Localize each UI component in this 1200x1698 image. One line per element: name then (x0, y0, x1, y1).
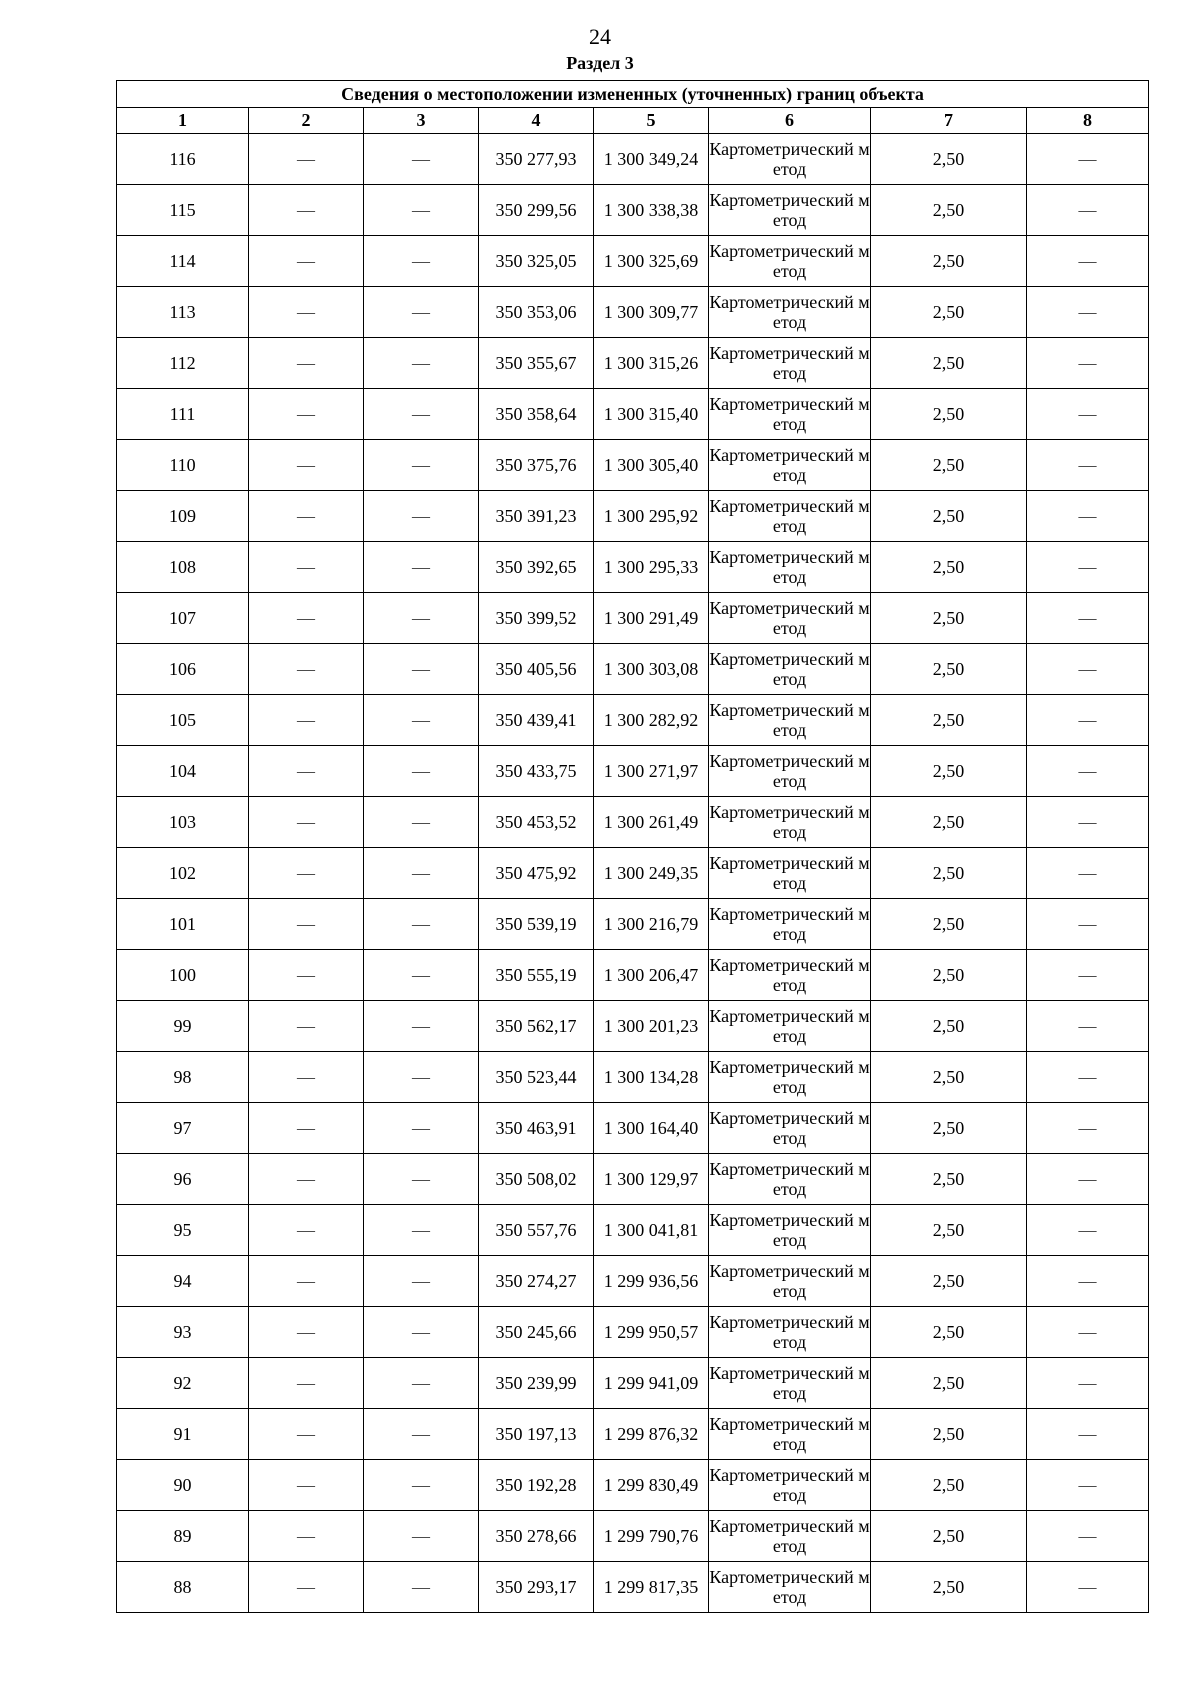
precision-cell: 2,50 (871, 1409, 1027, 1460)
dash-cell: — (249, 1460, 364, 1511)
method-cell: Картометрический метод (709, 797, 871, 848)
dash-cell: — (1027, 1205, 1149, 1256)
point-number-cell: 114 (117, 236, 249, 287)
table-row (117, 287, 1149, 338)
dash-cell: — (249, 899, 364, 950)
precision-cell: 2,50 (871, 1205, 1027, 1256)
precision-cell: 2,50 (871, 1103, 1027, 1154)
precision-cell: 2,50 (871, 1307, 1027, 1358)
precision-cell: 2,50 (871, 389, 1027, 440)
point-number-cell: 102 (117, 848, 249, 899)
table-row (117, 1205, 1149, 1256)
method-cell: Картометрический метод (709, 1409, 871, 1460)
precision-cell: 2,50 (871, 746, 1027, 797)
dash-cell: — (364, 1562, 479, 1613)
precision-cell: 2,50 (871, 593, 1027, 644)
x-coordinate-cell: 350 523,44 (479, 1052, 594, 1103)
dash-cell: — (364, 389, 479, 440)
dash-cell: — (249, 1358, 364, 1409)
y-coordinate-cell: 1 300 216,79 (594, 899, 709, 950)
point-number-cell: 110 (117, 440, 249, 491)
precision-cell: 2,50 (871, 797, 1027, 848)
dash-cell: — (364, 1001, 479, 1052)
dash-cell: — (364, 1256, 479, 1307)
x-coordinate-cell: 350 192,28 (479, 1460, 594, 1511)
precision-cell: 2,50 (871, 950, 1027, 1001)
method-cell: Картометрический метод (709, 1358, 871, 1409)
y-coordinate-cell: 1 300 041,81 (594, 1205, 709, 1256)
x-coordinate-cell: 350 557,76 (479, 1205, 594, 1256)
point-number-cell: 101 (117, 899, 249, 950)
point-number-cell: 96 (117, 1154, 249, 1205)
method-cell: Картометрический метод (709, 185, 871, 236)
dash-cell: — (364, 950, 479, 1001)
method-cell: Картометрический метод (709, 1256, 871, 1307)
dash-cell: — (1027, 1103, 1149, 1154)
section-title: Раздел 3 (566, 53, 634, 73)
precision-cell: 2,50 (871, 695, 1027, 746)
dash-cell: — (364, 797, 479, 848)
point-number-cell: 93 (117, 1307, 249, 1358)
precision-cell: 2,50 (871, 287, 1027, 338)
dash-cell: — (249, 593, 364, 644)
dash-cell: — (249, 1001, 364, 1052)
x-coordinate-cell: 350 325,05 (479, 236, 594, 287)
y-coordinate-cell: 1 300 201,23 (594, 1001, 709, 1052)
dash-cell: — (364, 185, 479, 236)
table-row (117, 950, 1149, 1001)
y-coordinate-cell: 1 300 291,49 (594, 593, 709, 644)
table-row (117, 1307, 1149, 1358)
precision-cell: 2,50 (871, 1154, 1027, 1205)
dash-cell: — (249, 1052, 364, 1103)
x-coordinate-cell: 350 278,66 (479, 1511, 594, 1562)
table-row (117, 1001, 1149, 1052)
dash-cell: — (364, 287, 479, 338)
x-coordinate-cell: 350 355,67 (479, 338, 594, 389)
table-row (117, 1154, 1149, 1205)
y-coordinate-cell: 1 300 309,77 (594, 287, 709, 338)
dash-cell: — (364, 899, 479, 950)
y-coordinate-cell: 1 300 303,08 (594, 644, 709, 695)
point-number-cell: 97 (117, 1103, 249, 1154)
column-header-row (117, 108, 1149, 134)
column-header: 4 (479, 108, 594, 134)
y-coordinate-cell: 1 300 261,49 (594, 797, 709, 848)
y-coordinate-cell: 1 299 876,32 (594, 1409, 709, 1460)
dash-cell: — (364, 848, 479, 899)
precision-cell: 2,50 (871, 491, 1027, 542)
dash-cell: — (364, 1460, 479, 1511)
dash-cell: — (1027, 1154, 1149, 1205)
precision-cell: 2,50 (871, 848, 1027, 899)
precision-cell: 2,50 (871, 185, 1027, 236)
dash-cell: — (1027, 1460, 1149, 1511)
dash-cell: — (1027, 593, 1149, 644)
y-coordinate-cell: 1 300 295,33 (594, 542, 709, 593)
dash-cell: — (1027, 746, 1149, 797)
table-row (117, 1358, 1149, 1409)
method-cell: Картометрический метод (709, 899, 871, 950)
table-row (117, 695, 1149, 746)
y-coordinate-cell: 1 300 295,92 (594, 491, 709, 542)
y-coordinate-cell: 1 300 349,24 (594, 134, 709, 185)
precision-cell: 2,50 (871, 134, 1027, 185)
x-coordinate-cell: 350 463,91 (479, 1103, 594, 1154)
table-row (117, 593, 1149, 644)
table-row (117, 848, 1149, 899)
table-row (117, 899, 1149, 950)
method-cell: Картометрический метод (709, 848, 871, 899)
dash-cell: — (1027, 185, 1149, 236)
dash-cell: — (364, 1154, 479, 1205)
x-coordinate-cell: 350 392,65 (479, 542, 594, 593)
y-coordinate-cell: 1 300 164,40 (594, 1103, 709, 1154)
dash-cell: — (1027, 644, 1149, 695)
dash-cell: — (364, 134, 479, 185)
point-number-cell: 91 (117, 1409, 249, 1460)
page-number: 24 (589, 24, 611, 49)
dash-cell: — (249, 185, 364, 236)
point-number-cell: 107 (117, 593, 249, 644)
table-row (117, 797, 1149, 848)
method-cell: Картометрический метод (709, 1511, 871, 1562)
precision-cell: 2,50 (871, 1256, 1027, 1307)
table-row (117, 542, 1149, 593)
x-coordinate-cell: 350 239,99 (479, 1358, 594, 1409)
y-coordinate-cell: 1 299 817,35 (594, 1562, 709, 1613)
x-coordinate-cell: 350 293,17 (479, 1562, 594, 1613)
method-cell: Картометрический метод (709, 1103, 871, 1154)
table-row (117, 389, 1149, 440)
dash-cell: — (249, 236, 364, 287)
method-cell: Картометрический метод (709, 389, 871, 440)
y-coordinate-cell: 1 300 249,35 (594, 848, 709, 899)
dash-cell: — (364, 1358, 479, 1409)
table-row (117, 644, 1149, 695)
x-coordinate-cell: 350 453,52 (479, 797, 594, 848)
point-number-cell: 109 (117, 491, 249, 542)
dash-cell: — (249, 1511, 364, 1562)
point-number-cell: 100 (117, 950, 249, 1001)
x-coordinate-cell: 350 562,17 (479, 1001, 594, 1052)
dash-cell: — (249, 1409, 364, 1460)
x-coordinate-cell: 350 245,66 (479, 1307, 594, 1358)
dash-cell: — (364, 440, 479, 491)
y-coordinate-cell: 1 300 206,47 (594, 950, 709, 1001)
dash-cell: — (249, 389, 364, 440)
precision-cell: 2,50 (871, 338, 1027, 389)
method-cell: Картометрический метод (709, 1562, 871, 1613)
method-cell: Картометрический метод (709, 593, 871, 644)
x-coordinate-cell: 350 197,13 (479, 1409, 594, 1460)
point-number-cell: 113 (117, 287, 249, 338)
table-caption-row (117, 81, 1149, 108)
y-coordinate-cell: 1 300 129,97 (594, 1154, 709, 1205)
dash-cell: — (1027, 950, 1149, 1001)
column-header: 2 (249, 108, 364, 134)
point-number-cell: 88 (117, 1562, 249, 1613)
point-number-cell: 106 (117, 644, 249, 695)
dash-cell: — (364, 1511, 479, 1562)
y-coordinate-cell: 1 300 305,40 (594, 440, 709, 491)
y-coordinate-cell: 1 300 271,97 (594, 746, 709, 797)
table-row (117, 491, 1149, 542)
point-number-cell: 111 (117, 389, 249, 440)
point-number-cell: 115 (117, 185, 249, 236)
method-cell: Картометрический метод (709, 1154, 871, 1205)
precision-cell: 2,50 (871, 236, 1027, 287)
dash-cell: — (1027, 1511, 1149, 1562)
dash-cell: — (1027, 236, 1149, 287)
dash-cell: — (364, 746, 479, 797)
x-coordinate-cell: 350 274,27 (479, 1256, 594, 1307)
column-header: 5 (594, 108, 709, 134)
dash-cell: — (249, 1154, 364, 1205)
x-coordinate-cell: 350 277,93 (479, 134, 594, 185)
method-cell: Картометрический метод (709, 1001, 871, 1052)
y-coordinate-cell: 1 299 830,49 (594, 1460, 709, 1511)
method-cell: Картометрический метод (709, 950, 871, 1001)
table-row (117, 236, 1149, 287)
x-coordinate-cell: 350 353,06 (479, 287, 594, 338)
dash-cell: — (1027, 899, 1149, 950)
method-cell: Картометрический метод (709, 644, 871, 695)
method-cell: Картометрический метод (709, 746, 871, 797)
x-coordinate-cell: 350 508,02 (479, 1154, 594, 1205)
column-header: 1 (117, 108, 249, 134)
dash-cell: — (249, 491, 364, 542)
dash-cell: — (249, 695, 364, 746)
dash-cell: — (1027, 1307, 1149, 1358)
dash-cell: — (249, 797, 364, 848)
dash-cell: — (1027, 848, 1149, 899)
table-row (117, 1562, 1149, 1613)
table-row (117, 440, 1149, 491)
point-number-cell: 90 (117, 1460, 249, 1511)
x-coordinate-cell: 350 475,92 (479, 848, 594, 899)
dash-cell: — (249, 287, 364, 338)
dash-cell: — (364, 1205, 479, 1256)
dash-cell: — (364, 542, 479, 593)
method-cell: Картометрический метод (709, 491, 871, 542)
point-number-cell: 103 (117, 797, 249, 848)
x-coordinate-cell: 350 399,52 (479, 593, 594, 644)
method-cell: Картометрический метод (709, 1052, 871, 1103)
dash-cell: — (1027, 338, 1149, 389)
column-header: 7 (871, 108, 1027, 134)
x-coordinate-cell: 350 299,56 (479, 185, 594, 236)
method-cell: Картометрический метод (709, 542, 871, 593)
dash-cell: — (249, 1562, 364, 1613)
y-coordinate-cell: 1 300 338,38 (594, 185, 709, 236)
table-row (117, 746, 1149, 797)
point-number-cell: 104 (117, 746, 249, 797)
precision-cell: 2,50 (871, 1562, 1027, 1613)
dash-cell: — (249, 644, 364, 695)
precision-cell: 2,50 (871, 1460, 1027, 1511)
dash-cell: — (364, 491, 479, 542)
x-coordinate-cell: 350 375,76 (479, 440, 594, 491)
dash-cell: — (249, 542, 364, 593)
dash-cell: — (1027, 1358, 1149, 1409)
dash-cell: — (1027, 1001, 1149, 1052)
dash-cell: — (1027, 695, 1149, 746)
y-coordinate-cell: 1 300 134,28 (594, 1052, 709, 1103)
point-number-cell: 105 (117, 695, 249, 746)
method-cell: Картометрический метод (709, 1460, 871, 1511)
table-row (117, 1103, 1149, 1154)
method-cell: Картометрический метод (709, 695, 871, 746)
table-row (117, 134, 1149, 185)
table-row (117, 185, 1149, 236)
precision-cell: 2,50 (871, 1052, 1027, 1103)
x-coordinate-cell: 350 358,64 (479, 389, 594, 440)
table-row (117, 1409, 1149, 1460)
dash-cell: — (1027, 491, 1149, 542)
dash-cell: — (1027, 1562, 1149, 1613)
method-cell: Картометрический метод (709, 134, 871, 185)
precision-cell: 2,50 (871, 440, 1027, 491)
column-header: 6 (709, 108, 871, 134)
dash-cell: — (249, 1205, 364, 1256)
point-number-cell: 112 (117, 338, 249, 389)
point-number-cell: 116 (117, 134, 249, 185)
point-number-cell: 92 (117, 1358, 249, 1409)
x-coordinate-cell: 350 539,19 (479, 899, 594, 950)
table-row (117, 1256, 1149, 1307)
table-row (117, 1511, 1149, 1562)
y-coordinate-cell: 1 299 790,76 (594, 1511, 709, 1562)
table-caption: Сведения о местоположении измененных (уточненных) границ объекта (117, 81, 1149, 108)
dash-cell: — (249, 1307, 364, 1358)
dash-cell: — (364, 644, 479, 695)
dash-cell: — (249, 848, 364, 899)
y-coordinate-cell: 1 299 936,56 (594, 1256, 709, 1307)
dash-cell: — (1027, 1052, 1149, 1103)
method-cell: Картометрический метод (709, 338, 871, 389)
x-coordinate-cell: 350 439,41 (479, 695, 594, 746)
x-coordinate-cell: 350 555,19 (479, 950, 594, 1001)
point-number-cell: 108 (117, 542, 249, 593)
dash-cell: — (364, 338, 479, 389)
dash-cell: — (249, 338, 364, 389)
precision-cell: 2,50 (871, 1511, 1027, 1562)
method-cell: Картометрический метод (709, 1205, 871, 1256)
dash-cell: — (364, 1409, 479, 1460)
x-coordinate-cell: 350 433,75 (479, 746, 594, 797)
precision-cell: 2,50 (871, 542, 1027, 593)
dash-cell: — (1027, 389, 1149, 440)
dash-cell: — (249, 440, 364, 491)
table-body (117, 134, 1149, 1613)
column-header: 8 (1027, 108, 1149, 134)
dash-cell: — (1027, 1409, 1149, 1460)
y-coordinate-cell: 1 300 282,92 (594, 695, 709, 746)
dash-cell: — (249, 134, 364, 185)
method-cell: Картометрический метод (709, 287, 871, 338)
dash-cell: — (249, 746, 364, 797)
precision-cell: 2,50 (871, 644, 1027, 695)
y-coordinate-cell: 1 300 315,26 (594, 338, 709, 389)
dash-cell: — (1027, 542, 1149, 593)
table-row (117, 1460, 1149, 1511)
dash-cell: — (1027, 797, 1149, 848)
point-number-cell: 98 (117, 1052, 249, 1103)
dash-cell: — (364, 593, 479, 644)
dash-cell: — (1027, 1256, 1149, 1307)
y-coordinate-cell: 1 299 950,57 (594, 1307, 709, 1358)
dash-cell: — (364, 236, 479, 287)
dash-cell: — (364, 1307, 479, 1358)
dash-cell: — (364, 1052, 479, 1103)
dash-cell: — (249, 1103, 364, 1154)
dash-cell: — (1027, 134, 1149, 185)
point-number-cell: 89 (117, 1511, 249, 1562)
table-row (117, 1052, 1149, 1103)
dash-cell: — (249, 1256, 364, 1307)
x-coordinate-cell: 350 405,56 (479, 644, 594, 695)
y-coordinate-cell: 1 300 315,40 (594, 389, 709, 440)
dash-cell: — (1027, 440, 1149, 491)
method-cell: Картометрический метод (709, 440, 871, 491)
y-coordinate-cell: 1 299 941,09 (594, 1358, 709, 1409)
table-row (117, 338, 1149, 389)
column-header: 3 (364, 108, 479, 134)
y-coordinate-cell: 1 300 325,69 (594, 236, 709, 287)
precision-cell: 2,50 (871, 1358, 1027, 1409)
dash-cell: — (364, 695, 479, 746)
method-cell: Картометрический метод (709, 1307, 871, 1358)
point-number-cell: 95 (117, 1205, 249, 1256)
precision-cell: 2,50 (871, 899, 1027, 950)
point-number-cell: 94 (117, 1256, 249, 1307)
dash-cell: — (249, 950, 364, 1001)
dash-cell: — (1027, 287, 1149, 338)
method-cell: Картометрический метод (709, 236, 871, 287)
boundary-coordinates-table (116, 80, 1149, 1613)
precision-cell: 2,50 (871, 1001, 1027, 1052)
dash-cell: — (364, 1103, 479, 1154)
point-number-cell: 99 (117, 1001, 249, 1052)
x-coordinate-cell: 350 391,23 (479, 491, 594, 542)
